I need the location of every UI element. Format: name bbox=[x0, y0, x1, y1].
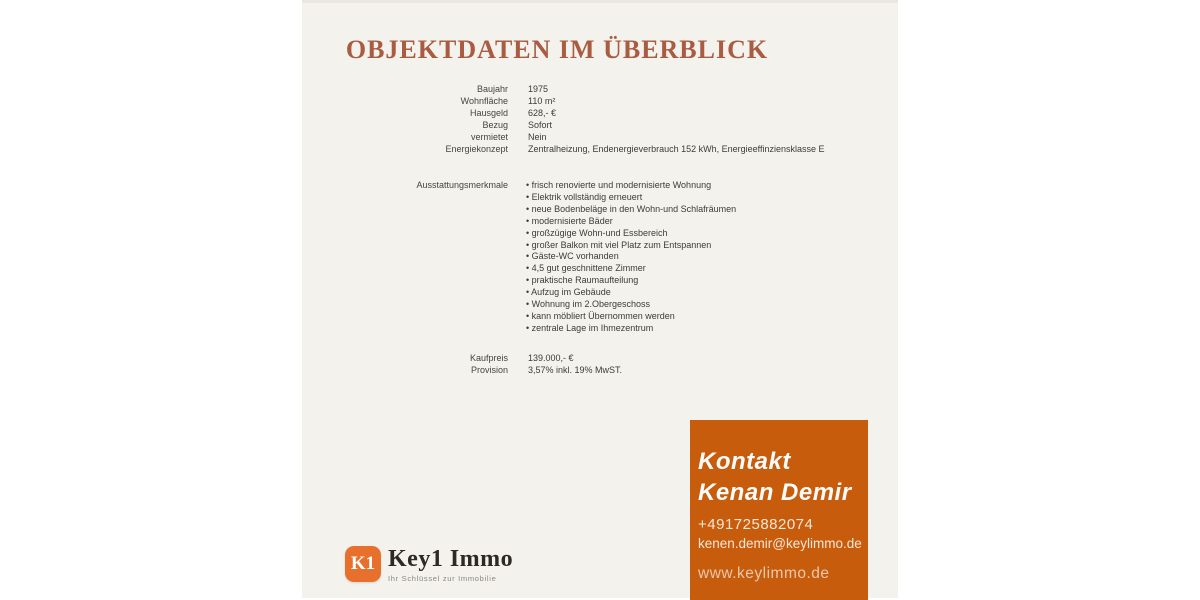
company-logo bbox=[345, 546, 513, 583]
detail-label: Wohnfläche bbox=[460, 96, 508, 106]
detail-value: Nein bbox=[528, 132, 547, 142]
feature-item: • Wohnung im 2.Obergeschoss bbox=[526, 299, 862, 311]
price-label: Kaufpreis bbox=[469, 353, 508, 363]
contact-card bbox=[690, 420, 868, 600]
contact-email: kenen.demir@keylimmo.de bbox=[698, 536, 862, 552]
detail-value: 1975 bbox=[528, 84, 549, 94]
features-list bbox=[526, 180, 862, 335]
detail-label: Baujahr bbox=[476, 84, 508, 94]
feature-item: • zentrale Lage im Ihmezentrum bbox=[526, 323, 862, 335]
price-value: 139.000,- € bbox=[528, 353, 574, 363]
property-details-table bbox=[302, 83, 862, 155]
logo-text bbox=[388, 546, 513, 583]
feature-item: • Elektrik vollständig erneuert bbox=[526, 192, 862, 204]
feature-item: • großer Balkon mit viel Platz zum Entspannen bbox=[526, 240, 862, 252]
detail-label: vermietet bbox=[470, 132, 508, 142]
feature-item: • Gäste-WC vorhanden bbox=[526, 251, 862, 263]
detail-label: Bezug bbox=[482, 120, 508, 130]
pricing-table bbox=[302, 352, 862, 376]
detail-value: 110 m² bbox=[528, 96, 556, 106]
feature-item: • frisch renovierte und modernisierte Wohnung bbox=[526, 180, 862, 192]
features-section bbox=[302, 180, 862, 335]
contact-website: www.keylimmo.de bbox=[698, 565, 830, 583]
detail-value: 628,- € bbox=[528, 108, 557, 118]
detail-label: Energiekonzept bbox=[445, 144, 508, 154]
detail-value: Zentralheizung, Endenergieverbrauch 152 kWh, Energieeffinziensklasse E bbox=[528, 144, 825, 154]
detail-label: Hausgeld bbox=[469, 108, 508, 118]
detail-value: Sofort bbox=[528, 120, 553, 130]
feature-item: • Aufzug im Gebäude bbox=[526, 287, 862, 299]
feature-item: • kann möbliert Übernommen werden bbox=[526, 311, 862, 323]
feature-item: • praktische Raumaufteilung bbox=[526, 275, 862, 287]
document-page bbox=[302, 0, 898, 598]
contact-heading: Kontakt Kenan Demir bbox=[698, 448, 852, 507]
feature-item: • 4,5 gut geschnittene Zimmer bbox=[526, 263, 862, 275]
logo-k1-icon: K1 bbox=[345, 546, 381, 582]
page-title: OBJEKTDATEN IM ÜBERBLICK bbox=[345, 35, 769, 64]
price-label: Provision bbox=[470, 365, 508, 375]
price-value: 3,57% inkl. 19% MwST. bbox=[528, 365, 623, 375]
logo-company-name: Key1 Immo bbox=[388, 546, 514, 572]
feature-item: • modernisierte Bäder bbox=[526, 216, 862, 228]
logo-tagline: Ihr Schlüssel zur Immobilie bbox=[388, 574, 497, 583]
features-label: Ausstattungsmerkmale bbox=[416, 180, 508, 190]
feature-item: • großzügige Wohn-und Essbereich bbox=[526, 228, 862, 240]
contact-phone: +491725882074 bbox=[698, 516, 814, 534]
feature-item: • neue Bodenbeläge in den Wohn-und Schlafräumen bbox=[526, 204, 862, 216]
